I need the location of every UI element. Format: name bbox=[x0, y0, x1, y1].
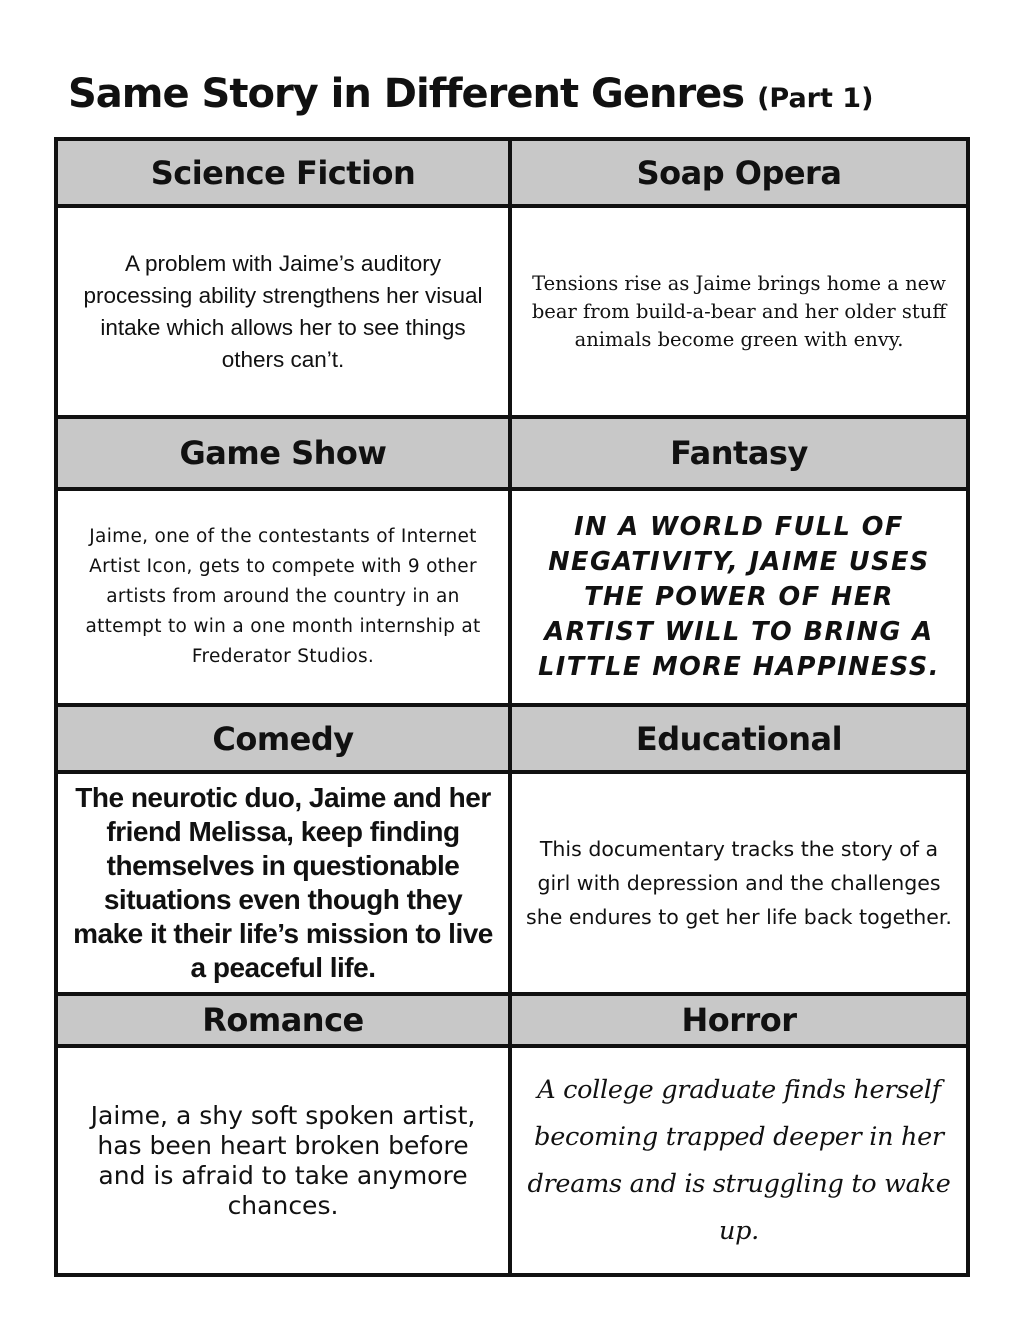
genre-cell-fantasy bbox=[512, 491, 966, 707]
genre-description-game-show: Jaime, one of the contestants of Internet Artist Icon, gets to compete with 9 other artists from around the country in an attempt to win a one month internship at Frederator Studios. bbox=[85, 526, 481, 667]
genre-header-science-fiction: Science Fiction bbox=[58, 141, 512, 208]
genre-header-soap-opera: Soap Opera bbox=[512, 141, 966, 208]
genre-header-game-show: Game Show bbox=[58, 419, 512, 491]
genre-description-horror: A college graduate finds herself becoming trapped deeper in her dreams and is struggling to wake up. bbox=[527, 1074, 951, 1246]
genre-cell-romance bbox=[58, 1048, 512, 1273]
genre-cell-science-fiction bbox=[58, 208, 512, 419]
genre-header-comedy: Comedy bbox=[58, 707, 512, 774]
genre-cell-educational bbox=[512, 774, 966, 996]
page-title-main: Same Story in Different Genres bbox=[68, 71, 745, 117]
genre-header-romance: Romance bbox=[58, 996, 512, 1048]
genre-cell-comedy bbox=[58, 774, 512, 996]
genre-description-soap-opera: Tensions rise as Jaime brings home a new bear from build-a-bear and her older stuff animals become green with envy. bbox=[531, 271, 947, 351]
genre-cell-soap-opera bbox=[512, 208, 966, 419]
genre-description-fantasy: IN A WORLD FULL OF NEGATIVITY, JAIME USES THE POWER OF HER ARTIST WILL TO BRING A LITTLE MORE HAPPINESS. bbox=[538, 511, 940, 682]
genre-description-science-fiction: A problem with Jaime’s auditory processing ability strengthens her visual intake which allows her to see things others can’t. bbox=[83, 250, 483, 372]
page-title bbox=[68, 66, 873, 127]
genre-description-educational: This documentary tracks the story of a girl with depression and the challenges she endures to get her life back together. bbox=[526, 837, 952, 929]
genre-grid bbox=[54, 137, 970, 1277]
page-title-part: (Part 1) bbox=[757, 83, 874, 114]
genre-header-educational: Educational bbox=[512, 707, 966, 774]
genre-header-fantasy: Fantasy bbox=[512, 419, 966, 491]
genre-header-horror: Horror bbox=[512, 996, 966, 1048]
genre-description-comedy: The neurotic duo, Jaime and her friend Melissa, keep finding themselves in questionable situations even though they make it their life’s mission to live a peaceful life. bbox=[73, 782, 493, 983]
genre-description-romance: Jaime, a shy soft spoken artist, has been heart broken before and is afraid to take anymore chances. bbox=[90, 1100, 476, 1220]
genre-cell-horror bbox=[512, 1048, 966, 1273]
genre-cell-game-show bbox=[58, 491, 512, 707]
